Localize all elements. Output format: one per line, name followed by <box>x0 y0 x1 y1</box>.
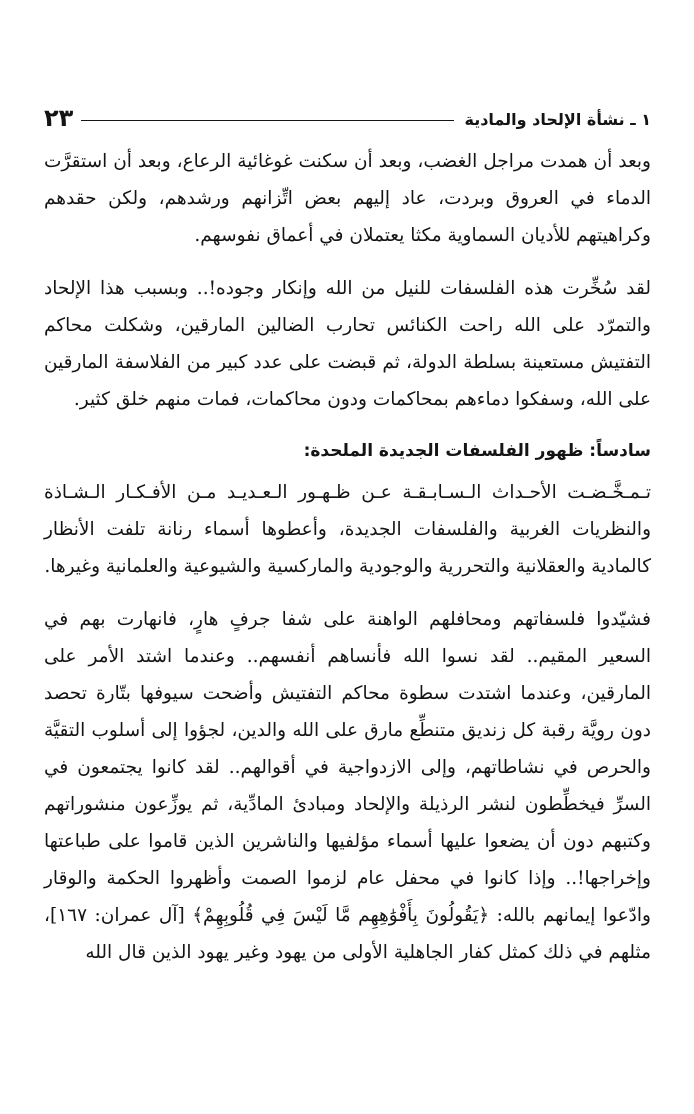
chapter-title: ١ ـ نشأة الإلحاد والمادية <box>454 110 651 129</box>
paragraph-2: لقد سُخِّرت هذه الفلسفات للنيل من الله وإنكار وجوده!.. وبسبب هذا الإلحاد والتمرّد على الله راحت الكنائس تحارب الضالين المارقين، وشكلت محاكم التفتيش مستعينة بسلطة الدولة، ثم قبضت على عدد كبير من الفلاسفة المارقين على الله، وسفكوا دماءهم بمحاكمات ودون محاكمات، فمات منهم خلق كثير. <box>44 278 651 410</box>
running-header <box>44 86 651 132</box>
paragraph-4: فشيّدوا فلسفاتهم ومحافلهم الواهنة على شفا جرفٍ هارٍ، فانهارت بهم في السعير المقيم.. لقد نسوا الله فأنساهم أنفسهم.. وعندما اشتد الأمر على المارقين، وعندما اشتدت سطوة محاكم التفتيش وأضحت سيوفها بتّارة تحصد دون رويَّة رقبة كل زنديق متنطِّع مارق على الله والدين، لجؤوا إلى أسلوب التقيَّة والحرص في نشاطاتهم، وإلى الازدواجية في أقوالهم.. لقد كانوا يجتمعون في السرِّ فيخطِّطون لنشر الرذيلة والإلحاد ومبادئ المادِّية، ثم يوزِّعون منشوراتهم وكتبهم دون أن يضعوا عليها أسماء مؤلفيها والناشرين الذين قاموا على طباعتها وإخراجها!.. وإذا كانوا في محفل عام لزموا الصمت وأظهروا الحكمة والوقار وادّعوا إيمانهم بالله: ﴿يَقُولُونَ بِأَفْوَٰهِهِم مَّا لَيْسَ فِي قُلُوبِهِمْ﴾ [آل عمران: ١٦٧]، مثلهم في ذلك كمثل كفار الجاهلية الأولى من يهود وغير يهود الذين قال الله <box>44 609 651 963</box>
section-heading: سادساً: ظهور الفلسفات الجديدة الملحدة: <box>303 441 651 461</box>
paragraph-1: وبعد أن همدت مراجل الغضب، وبعد أن سكنت غوغائية الرعاع، وبعد أن استقرَّت الدماء في العروق وبردت، عاد إليهم بعض اتِّزانهم ورشدهم، ولكن حقدهم وكراهيتهم للأديان السماوية مكثا يعتملان في أعماق نفوسهم. <box>44 151 651 246</box>
page-number: ٢٣ <box>44 104 81 132</box>
body-text <box>44 143 651 971</box>
paragraph-3: تـمـخَّـضـت الأحـداث الـسـابـقـة عـن ظـهـور الـعـديـد مـن الأفـكـار الـشـاذة والنظريات الغربية والفلسفات الجديدة، وأعطوها أسماء رنانة تلفت الأنظار كالمادية والعقلانية والتحررية والوجودية والماركسية والشيوعية والعلمانية وغيرها. <box>44 482 651 577</box>
